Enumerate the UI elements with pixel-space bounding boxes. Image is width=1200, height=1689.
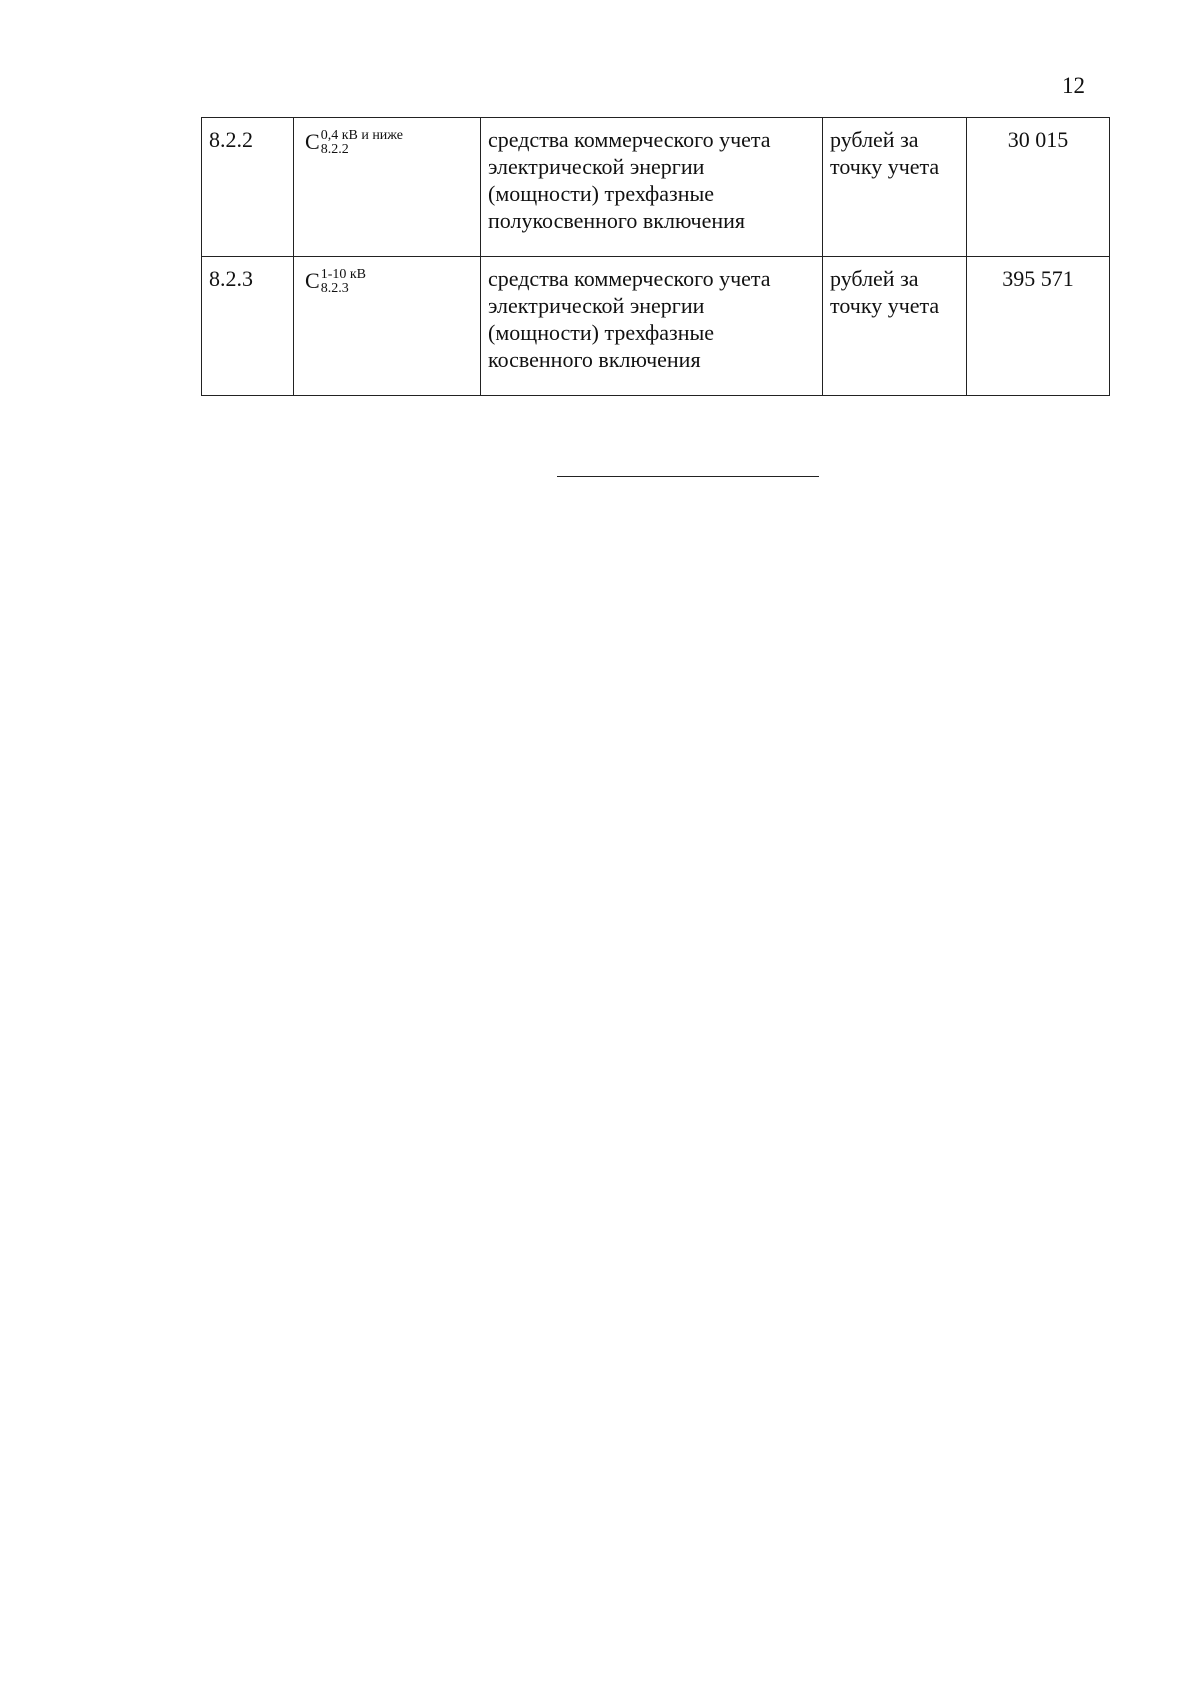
description-line: (мощности) трехфазные — [488, 320, 715, 345]
item-description — [481, 118, 823, 257]
item-number: 8.2.3 — [202, 257, 294, 396]
symbol-superscript: 1-10 кВ — [320, 267, 366, 282]
unit-line: рублей за — [830, 266, 919, 291]
symbol-base: C — [305, 268, 320, 293]
item-description — [481, 257, 823, 396]
table-row — [202, 118, 1110, 257]
table-row — [202, 257, 1110, 396]
rate-symbol — [294, 257, 481, 396]
tariff-table — [201, 117, 1110, 396]
page-number: 12 — [1062, 73, 1085, 98]
description-line: (мощности) трехфазные — [488, 181, 715, 206]
symbol-superscript: 0,4 кВ и ниже — [320, 128, 404, 143]
item-unit — [823, 118, 967, 257]
description-line: средства коммерческого учета — [488, 127, 771, 152]
symbol-base: C — [305, 129, 320, 154]
rate-symbol — [294, 118, 481, 257]
item-unit — [823, 257, 967, 396]
description-line: электрической энергии — [488, 154, 705, 179]
symbol-subscript: 8.2.3 — [320, 281, 349, 296]
description-line: электрической энергии — [488, 293, 705, 318]
description-line: полукосвенного включения — [488, 208, 746, 233]
item-value: 30 015 — [967, 118, 1110, 257]
end-divider — [557, 476, 819, 477]
description-line: средства коммерческого учета — [488, 266, 771, 291]
item-number: 8.2.2 — [202, 118, 294, 257]
unit-line: точку учета — [830, 154, 940, 179]
unit-line: рублей за — [830, 127, 919, 152]
unit-line: точку учета — [830, 293, 940, 318]
description-line: косвенного включения — [488, 347, 701, 372]
item-value: 395 571 — [967, 257, 1110, 396]
symbol-subscript: 8.2.2 — [320, 142, 349, 157]
